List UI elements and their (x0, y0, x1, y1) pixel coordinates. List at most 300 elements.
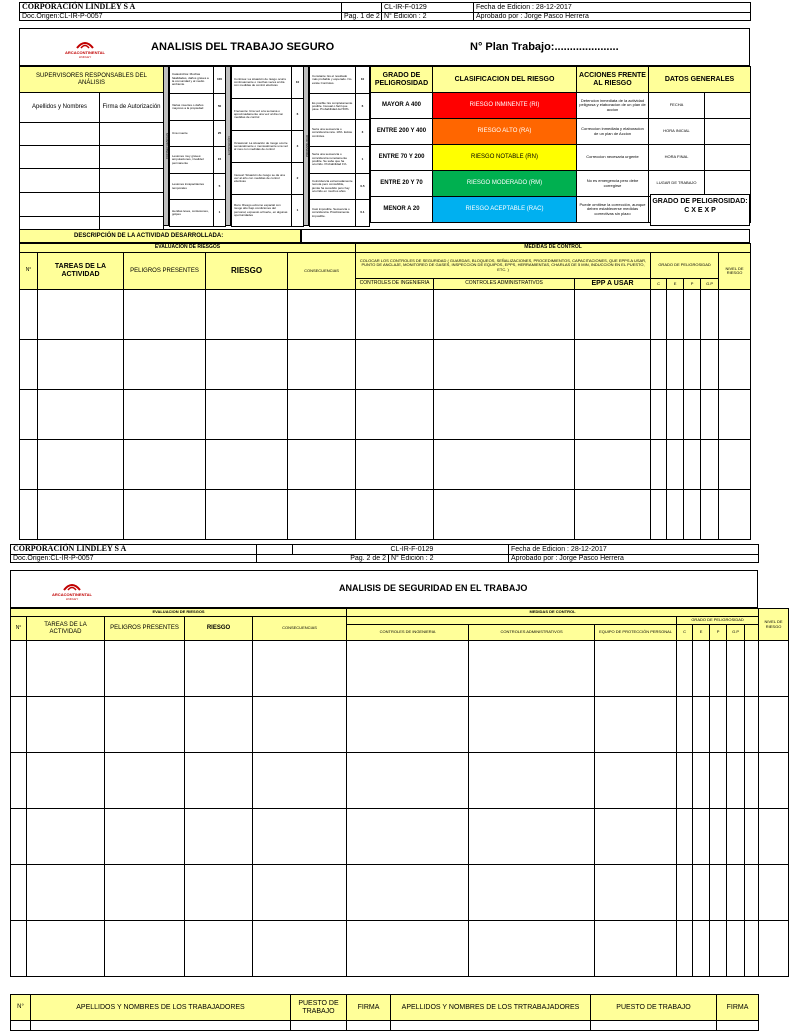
p2-col-grade: GRADO DE PELIGROSIDAD (677, 617, 759, 625)
measures-note: COLOCAR LOS CONTROLES DE SEGURIDAD ( GUARDAS, BLOQUEOS, SEÑALIZACIONES, PROCEDIMIENTOS, CAPACITACIONES, QUE EPPS A USAR, PUNTO DE ANCLAJE, MONITOREO DE GASES, INSPECCION DE EQUIPOS, EPPS, HERRAMIENTAS, CHARLAS DE 5 MIN, INDUCCION EN EL PUESTO, ETC. ) (356, 253, 651, 279)
datos-value-cell[interactable] (705, 93, 751, 119)
probabilities-text: Seria una secuencia o coincidencia rara. 10%. Existe controles. (310, 120, 356, 147)
p1-code: CL-IR-F-0129 (382, 3, 474, 13)
activity-cell[interactable] (185, 809, 253, 865)
p2-evaluation-table (10, 608, 789, 977)
activity-cell[interactable] (745, 809, 759, 865)
activity-cell[interactable] (684, 290, 701, 340)
activity-cell[interactable] (667, 490, 684, 540)
activity-cell[interactable] (288, 340, 356, 390)
workers-table (10, 994, 759, 1031)
activity-cell[interactable] (27, 753, 105, 809)
activity-cell[interactable] (356, 440, 434, 490)
activity-cell[interactable] (684, 340, 701, 390)
p1-page-number: Pag. 1 de 2 (342, 12, 382, 21)
activity-cell[interactable] (677, 753, 693, 809)
activity-cell[interactable] (745, 697, 759, 753)
p2-col-adm: CONTROLES ADMINISTRATIVOS (469, 625, 595, 641)
probability-label: PROBABILIDAD (303, 66, 309, 226)
activity-description-label: DESCRIPCIÓN DE LA ACTIVIDAD DESARROLLADA: (74, 233, 224, 239)
activity-description[interactable] (19, 229, 301, 243)
activity-cell[interactable] (356, 290, 434, 340)
activity-cell[interactable] (719, 340, 751, 390)
probabilities-value: 10 (356, 67, 370, 94)
activity-cell[interactable] (11, 865, 27, 921)
activity-cell[interactable] (693, 921, 710, 977)
risk-action: Detencion inmediata de la actividad peligrosa y elaboracion de un plan de accion (577, 93, 649, 119)
probabilities-value: 0.5 (356, 174, 370, 200)
activity-cell[interactable] (693, 697, 710, 753)
activity-cell[interactable] (206, 390, 288, 440)
activity-cell[interactable] (185, 753, 253, 809)
table-row (11, 865, 789, 921)
consequences-value: 50 (214, 94, 226, 121)
activity-cell[interactable] (347, 865, 469, 921)
activity-cell[interactable] (575, 440, 651, 490)
activity-cell[interactable] (356, 340, 434, 390)
exposures-value: 10 (292, 67, 304, 99)
p1-col-e: E (667, 279, 684, 290)
probabilities-row (310, 94, 370, 120)
consequences-text: Una muerte (170, 121, 214, 147)
p2-corp: CORPORACIÓN LINDLEY S A (11, 545, 257, 555)
activity-cell[interactable] (469, 641, 595, 697)
activity-cell[interactable] (469, 865, 595, 921)
p2-title: ANALISIS DE SEGURIDAD EN EL TRABAJO (339, 583, 528, 593)
activity-cell[interactable] (253, 809, 347, 865)
activity-cell[interactable] (347, 641, 469, 697)
risk-class-row (371, 119, 751, 145)
activity-cell[interactable] (595, 697, 677, 753)
activity-cell[interactable] (206, 490, 288, 540)
exposures-text: Frecuente: Una vez a la semana o aproximadamente una vez al día con medidas de control (232, 99, 292, 131)
p1-evaluation-table (19, 243, 751, 540)
activity-cell[interactable] (38, 390, 124, 440)
p2-approved: Aprobado por : Jorge Pasco Herrera (509, 554, 759, 563)
consequences-row (170, 67, 226, 94)
activity-cell[interactable] (105, 809, 185, 865)
exposures-row (232, 67, 304, 99)
page-2 (10, 544, 783, 1024)
table-row (11, 697, 789, 753)
p2-col-level: NIVEL DE RIESGO (759, 609, 789, 641)
exposures-value: 1 (292, 195, 304, 227)
activity-cell[interactable] (745, 641, 759, 697)
consequences-text: Varias muertes o daños mayores a la propiedad (170, 94, 214, 121)
activity-cell[interactable] (124, 290, 206, 340)
activity-cell[interactable] (27, 865, 105, 921)
probability-table (309, 66, 370, 227)
p2-eval-header: EVALUACION DE RIESGOS (11, 609, 347, 617)
activity-cell[interactable] (759, 865, 789, 921)
activity-cell[interactable] (745, 921, 759, 977)
activity-cell[interactable] (288, 440, 356, 490)
activity-cell[interactable] (727, 921, 745, 977)
logo-subtext: LINDLEY (78, 54, 92, 59)
exposures-row (232, 195, 304, 227)
activity-cell[interactable] (20, 290, 38, 340)
activity-cell[interactable] (759, 697, 789, 753)
exposures-value: 3 (292, 131, 304, 163)
supervisor-sign-cell[interactable] (100, 123, 164, 146)
risk-class-badge: RIESGO ACEPTABLE (RAC) (433, 197, 577, 223)
probabilities-value: 3 (356, 120, 370, 147)
p2-header-table (10, 544, 759, 563)
activity-cell[interactable] (185, 641, 253, 697)
activity-cell[interactable] (710, 641, 727, 697)
p2-title-row (10, 570, 758, 608)
activity-cell[interactable] (288, 390, 356, 440)
activity-cell[interactable] (469, 921, 595, 977)
workers-col-names: APELLIDOS Y NOMBRES DE LOS TRABAJADORES (31, 995, 291, 1021)
supervisor-name-cell[interactable] (20, 123, 100, 146)
consequences-row (170, 94, 226, 121)
activity-cell[interactable] (727, 697, 745, 753)
activity-cell[interactable] (677, 697, 693, 753)
activity-cell[interactable] (693, 865, 710, 921)
activity-cell[interactable] (347, 921, 469, 977)
risk-grade: ENTRE 200 Y 400 (371, 119, 433, 145)
activity-cell[interactable] (27, 641, 105, 697)
risk-class-row (371, 145, 751, 171)
activity-cell[interactable] (124, 440, 206, 490)
activity-cell[interactable] (185, 921, 253, 977)
supervisor-sign-cell[interactable] (100, 169, 164, 193)
activity-cell[interactable] (27, 921, 105, 977)
workers-col-post: PUESTO DE TRABAJO (291, 995, 347, 1021)
activity-cell[interactable] (719, 490, 751, 540)
activity-cell[interactable] (11, 697, 27, 753)
datos-label: LUGAR DE TRABAJO (649, 171, 705, 197)
p1-col-level: NIVEL DE RIESGO (719, 253, 751, 290)
consequences-value: 25 (214, 121, 226, 147)
activity-cell[interactable] (434, 390, 575, 440)
activity-cell[interactable] (575, 390, 651, 440)
probabilities-row (310, 120, 370, 147)
activity-cell[interactable] (347, 697, 469, 753)
activity-cell[interactable] (11, 809, 27, 865)
activity-cell[interactable] (701, 290, 719, 340)
activity-cell[interactable] (20, 340, 38, 390)
p1-doc-origin: Doc.Origen:CL-IR-P-0057 (20, 12, 342, 21)
activity-cell[interactable] (124, 390, 206, 440)
p1-measures-header: MEDIDAS DE CONTROL (356, 244, 751, 253)
workers-col-sign-2: FIRMA (717, 995, 759, 1021)
exposure-table (231, 66, 304, 227)
probabilities-row (310, 174, 370, 200)
activity-cell[interactable] (710, 921, 727, 977)
supervisor-name-cell[interactable] (20, 169, 100, 193)
page-1 (19, 0, 750, 540)
activity-cell[interactable] (105, 921, 185, 977)
activity-cell[interactable] (759, 921, 789, 977)
activity-cell[interactable] (356, 390, 434, 440)
activity-cell[interactable] (651, 290, 667, 340)
activity-cell[interactable] (651, 390, 667, 440)
table-row (11, 809, 789, 865)
activity-cell[interactable] (105, 865, 185, 921)
activity-cell[interactable] (434, 440, 575, 490)
activity-cell[interactable] (288, 290, 356, 340)
activity-cell[interactable] (701, 490, 719, 540)
datos-value-cell[interactable] (705, 145, 751, 171)
activity-cell[interactable] (677, 865, 693, 921)
p1-col-adm: CONTROLES ADMINISTRATIVOS (434, 279, 575, 290)
activity-cell[interactable] (347, 809, 469, 865)
activity-cell[interactable] (253, 697, 347, 753)
datos-value-cell[interactable] (705, 171, 751, 197)
activity-cell[interactable] (745, 865, 759, 921)
worker-num-cell[interactable] (11, 1021, 31, 1031)
workers-col-num: N° (11, 995, 31, 1021)
activity-cell[interactable] (595, 865, 677, 921)
risk-class-row (371, 93, 751, 119)
probabilities-text: Constante: Es el resultado más probable y esperado. No existe Controles. (310, 67, 356, 94)
probabilities-row (310, 200, 370, 227)
activity-cell[interactable] (727, 753, 745, 809)
exposures-row (232, 131, 304, 163)
consequences-row (170, 147, 226, 174)
activity-cell[interactable] (20, 440, 38, 490)
table-row (20, 390, 751, 440)
activity-cell[interactable] (667, 440, 684, 490)
p1-title: ANALISIS DEL TRABAJO SEGURO (151, 41, 335, 53)
activity-cell[interactable] (651, 340, 667, 390)
consequences-text: Heridas leves, contusiones, golpes (170, 200, 214, 227)
activity-cell[interactable] (719, 290, 751, 340)
table-row (11, 921, 789, 977)
probabilities-row (310, 147, 370, 174)
activity-cell[interactable] (701, 440, 719, 490)
activity-cell[interactable] (759, 641, 789, 697)
consequences-text: Lesiones muy graves: amputaciones, invalidez permanente (170, 147, 214, 174)
consequences-row (170, 121, 226, 147)
activity-cell[interactable] (124, 340, 206, 390)
worker-post-cell[interactable] (291, 1021, 347, 1031)
logo-text: ARCACONTINENTAL (52, 591, 92, 597)
workers-col-names-2: APELLIDOS Y NOMBRES DE LOS TRTRABAJADORES (391, 995, 591, 1021)
activity-cell[interactable] (710, 809, 727, 865)
consequences-text: Catastrofica: Muchas fatalidades, daños graves a la comunidad y al medio ambiente (170, 67, 214, 94)
p2-measures-header: MEDIDAS DE CONTROL (347, 609, 759, 617)
consequences-value: 1 (214, 200, 226, 227)
exposures-text: Continua: La situación de riesgo ocurre continuamente o muchas veces al día con medidas de control efectivas (232, 67, 292, 99)
activity-cell[interactable] (253, 865, 347, 921)
activity-cell[interactable] (20, 390, 38, 440)
supervisor-name-cell[interactable] (20, 146, 100, 169)
supervisors-table (19, 66, 164, 243)
activity-cell[interactable] (595, 921, 677, 977)
activity-cell[interactable] (710, 697, 727, 753)
consequences-label: CONSECUENCIAS (163, 66, 169, 226)
p1-col-c: C (651, 279, 667, 290)
risk-class-badge: RIESGO MODERADO (RM) (433, 171, 577, 197)
exposure-label: EXPOSICIÓN (225, 66, 231, 226)
activity-cell[interactable] (11, 641, 27, 697)
activity-cell[interactable] (434, 490, 575, 540)
activity-cell[interactable] (684, 390, 701, 440)
supervisor-name-cell[interactable] (20, 193, 100, 217)
p2-col-c: C (677, 625, 693, 641)
activity-cell[interactable] (105, 753, 185, 809)
p1-approved: Aprobado por : Jorge Pasco Herrera (474, 12, 751, 21)
activity-cell[interactable] (701, 390, 719, 440)
activity-cell[interactable] (719, 390, 751, 440)
activity-cell[interactable] (38, 440, 124, 490)
consequences-row (170, 174, 226, 200)
activity-description-input[interactable] (301, 229, 750, 243)
activity-cell[interactable] (124, 490, 206, 540)
activity-cell[interactable] (651, 490, 667, 540)
risk-class-badge: RIESGO NOTABLE (RN) (433, 145, 577, 171)
activity-cell[interactable] (759, 809, 789, 865)
names-header: Apellidos y Nombres (20, 93, 100, 123)
risk-grade: ENTRE 20 Y 70 (371, 171, 433, 197)
probabilities-text: Casi imposible. Secuencia o coincidencia. Prácticamente imposible. (310, 200, 356, 227)
consequences-value: 5 (214, 174, 226, 200)
p1-header-table (19, 2, 751, 21)
activity-cell[interactable] (469, 809, 595, 865)
datos-label: FECHA (649, 93, 705, 119)
activity-cell[interactable] (727, 809, 745, 865)
activity-cell[interactable] (206, 440, 288, 490)
activity-cell[interactable] (693, 753, 710, 809)
risk-action: No es emergencia pero debe corregirse (577, 171, 649, 197)
supervisor-sign-cell[interactable] (100, 146, 164, 169)
plan-number: N° Plan Trabajo:..................... (470, 41, 619, 53)
p2-company-logo (37, 579, 107, 603)
activity-cell[interactable] (595, 809, 677, 865)
p1-col-hazards: PELIGROS PRESENTES (124, 253, 206, 290)
activity-cell[interactable] (434, 290, 575, 340)
activity-cell[interactable] (667, 340, 684, 390)
table-row (20, 290, 751, 340)
activity-cell[interactable] (253, 921, 347, 977)
p2-col-num: N° (11, 617, 27, 641)
table-row (20, 340, 751, 390)
activity-cell[interactable] (693, 641, 710, 697)
worker-post-cell[interactable] (591, 1021, 717, 1031)
consequences-row (170, 200, 226, 227)
risk-action: Correccion inmediata y elaboracion de un plan de Accion (577, 119, 649, 145)
activity-cell[interactable] (651, 440, 667, 490)
risk-class-row (371, 171, 751, 197)
worker-sign-cell[interactable] (347, 1021, 391, 1031)
activity-cell[interactable] (727, 865, 745, 921)
activity-cell[interactable] (469, 697, 595, 753)
p2-col-eng: CONTROLES DE INGENIERIA (347, 625, 469, 641)
activity-cell[interactable] (677, 809, 693, 865)
p1-corp: CORPORACIÓN LINDLEY S A (20, 3, 342, 13)
activity-cell[interactable] (693, 809, 710, 865)
grade-formula-title: GRADO DE PELIGROSIDAD: (652, 198, 748, 205)
exposures-text: Inusual: Situación de riesgo se da una vez al año con medidas de control efectivas (232, 163, 292, 195)
activity-cell[interactable] (575, 490, 651, 540)
activity-cell[interactable] (677, 921, 693, 977)
activity-cell[interactable] (206, 290, 288, 340)
activity-cell[interactable] (347, 753, 469, 809)
activity-cell[interactable] (701, 340, 719, 390)
worker-sign-cell[interactable] (717, 1021, 759, 1031)
activity-cell[interactable] (667, 290, 684, 340)
activity-cell[interactable] (667, 390, 684, 440)
arca-logo-icon (62, 582, 82, 592)
exposures-text: Raro: Riesgo extremo espacial con riesgo alto bajo condiciones del personal, expuesto al fuerte, en algunas oportunidades (232, 195, 292, 227)
exposures-row (232, 163, 304, 195)
p1-edition: N° Edición : 2 (382, 12, 474, 21)
sign-header: Firma de Autorización (100, 93, 164, 123)
activity-cell[interactable] (595, 753, 677, 809)
p2-col-epp: EQUIPO DE PROTECCIÓN PERSONAL (595, 625, 677, 641)
activity-cell[interactable] (710, 753, 727, 809)
consequences-text: Lesiones incapacitantes temporales (170, 174, 214, 200)
risk-grade: ENTRE 70 Y 200 (371, 145, 433, 171)
activity-cell[interactable] (745, 753, 759, 809)
activity-cell[interactable] (253, 753, 347, 809)
activity-cell[interactable] (469, 753, 595, 809)
activity-cell[interactable] (684, 490, 701, 540)
supervisor-sign-cell[interactable] (100, 193, 164, 217)
activity-cell[interactable] (11, 921, 27, 977)
p2-col-risk: RIESGO (185, 617, 253, 641)
activity-cell[interactable] (38, 340, 124, 390)
activity-cell[interactable] (185, 697, 253, 753)
datos-value-cell[interactable] (705, 119, 751, 145)
worker-name-cell[interactable] (31, 1021, 291, 1031)
activity-cell[interactable] (356, 490, 434, 540)
p2-col-hazards: PELIGROS PRESENTES (105, 617, 185, 641)
activity-cell[interactable] (11, 753, 27, 809)
activity-cell[interactable] (27, 809, 105, 865)
p1-eval-header: EVALUACION DE RIESGOS (20, 244, 356, 253)
datos-label: HORA INICIAL (649, 119, 705, 145)
activity-cell[interactable] (105, 697, 185, 753)
grade-formula: C X E X P (684, 207, 716, 214)
activity-cell[interactable] (185, 865, 253, 921)
workers-col-sign: FIRMA (347, 995, 391, 1021)
activity-cell[interactable] (727, 641, 745, 697)
p1-col-num: N° (20, 253, 38, 290)
activity-cell[interactable] (710, 865, 727, 921)
p1-col-p: P (684, 279, 701, 290)
risk-class-badge: RIESGO ALTO (RA) (433, 119, 577, 145)
probabilities-text: Coincidencia extremadamente remota pero concebible, jamás ha sucedido pero hay ocurrido en muchos años (310, 174, 356, 200)
exposures-row (232, 99, 304, 131)
activity-cell[interactable] (105, 641, 185, 697)
p2-col-p: P (710, 625, 727, 641)
activity-cell[interactable] (677, 641, 693, 697)
p2-edition: N° Edición : 2 (389, 554, 509, 563)
activity-cell[interactable] (206, 340, 288, 390)
activity-cell[interactable] (684, 440, 701, 490)
activity-cell[interactable] (253, 641, 347, 697)
activity-cell[interactable] (719, 440, 751, 490)
activity-cell[interactable] (20, 490, 38, 540)
activity-cell[interactable] (27, 697, 105, 753)
activity-cell[interactable] (288, 490, 356, 540)
activity-cell[interactable] (575, 290, 651, 340)
activity-cell[interactable] (38, 490, 124, 540)
worker-name-cell[interactable] (391, 1021, 591, 1031)
activity-cell[interactable] (575, 340, 651, 390)
activity-cell[interactable] (434, 340, 575, 390)
activity-cell[interactable] (38, 290, 124, 340)
activity-cell[interactable] (759, 753, 789, 809)
probabilities-text: Seria una secuencia o coincidencia remotamente posible. Se sabe que ha ocurrido. Probabilidad 1%. (310, 147, 356, 174)
activity-cell[interactable] (595, 641, 677, 697)
workers-col-post-2: PUESTO DE TRABAJO (591, 995, 717, 1021)
p2-page-number: Pag. 2 de 2 (257, 554, 389, 563)
